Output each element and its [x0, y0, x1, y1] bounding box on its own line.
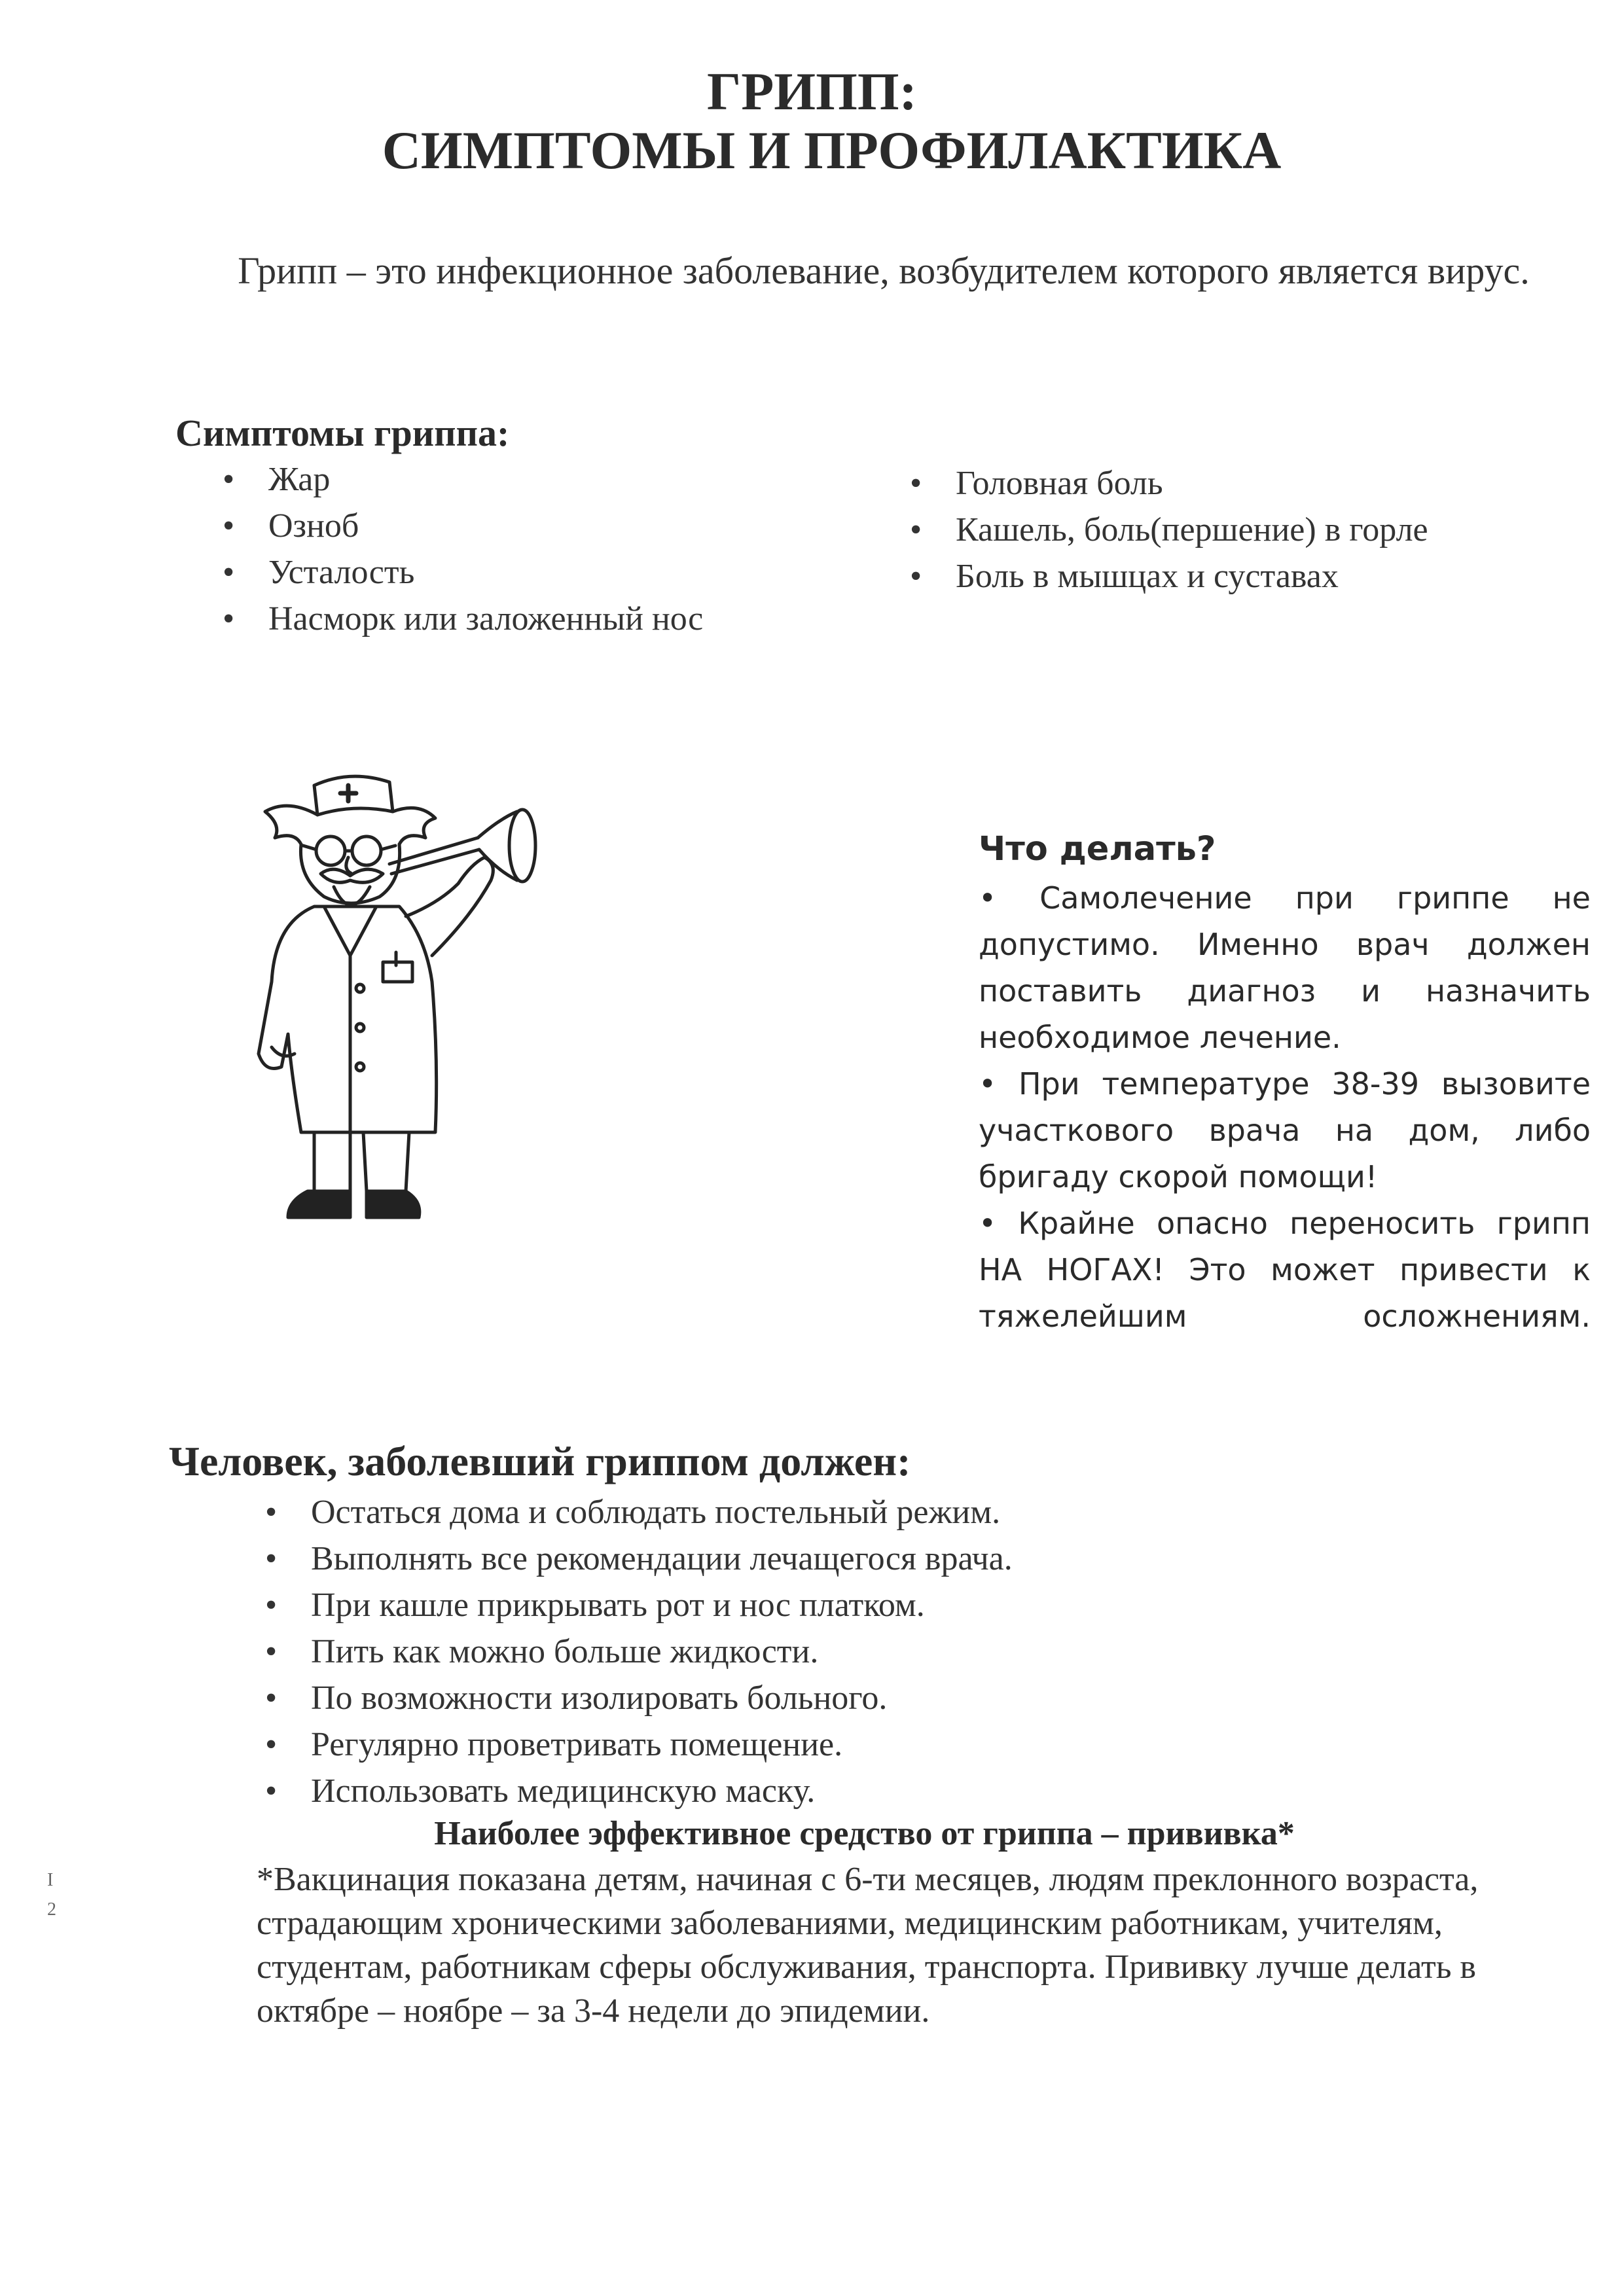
list-item: • Пить как можно больше жидкости.	[265, 1628, 1443, 1675]
vaccination-text: *Вакцинация показана детям, начиная с 6-ти месяцев, людям преклонного возраста, страдающим хроническими заболеваниями, медицинским работникам, учителям, студентам, работникам сферы обслуживания, транспорта. Прививку лучше делать в октябре – ноябре – за 3-4 недели до эпидемии.	[257, 1861, 1479, 2030]
vaccination-title: Наиболее эффективное средство от гриппа – прививка*	[434, 1815, 1295, 1852]
list-item: • Головная боль	[910, 460, 1447, 507]
list-item: • Регулярно проветривать помещение.	[265, 1721, 1443, 1768]
symptoms-heading: Симптомы гриппа:	[175, 412, 510, 454]
margin-mark: 2	[47, 1899, 56, 1920]
symptoms-list-right	[910, 460, 1447, 600]
margin-marks	[47, 1865, 56, 1924]
doctor-with-trumpet-icon	[209, 766, 576, 1250]
what-to-do-item: • Самолечение при гриппе не допустимо. Именно врач должен поставить диагноз и назначить необходимое лечение.	[979, 880, 1591, 1055]
title-line-1: ГРИПП:	[707, 62, 917, 121]
list-item: • Остаться дома и соблюдать постельный режим.	[265, 1489, 1443, 1535]
what-to-do-heading: Что делать?	[979, 830, 1216, 869]
list-item: • Выполнять все рекомендации лечащегося врача.	[265, 1535, 1443, 1582]
list-item: • При кашле прикрывать рот и нос платком.	[265, 1582, 1443, 1628]
intro-paragraph: Грипп – это инфекционное заболевание, возбудителем которого является вирус.	[238, 249, 1530, 292]
list-item: • Жар	[223, 456, 877, 503]
page-title	[0, 62, 1624, 180]
what-to-do-item: • При температуре 38-39 вызовите участкового врача на дом, либо бригаду скорой помощи!	[979, 1066, 1591, 1194]
list-item: • Боль в мышцах и суставах	[910, 553, 1447, 600]
sick-person-list	[265, 1489, 1443, 1814]
symptoms-list-left	[223, 456, 877, 642]
margin-mark: I	[47, 1870, 54, 1890]
list-item: • Усталость	[223, 549, 877, 596]
sick-person-heading: Человек, заболевший гриппом должен:	[169, 1438, 911, 1484]
list-item: • Насморк или заложенный нос	[223, 596, 877, 642]
title-line-2: СИМПТОМЫ И ПРОФИЛАКТИКА	[382, 120, 1282, 180]
what-to-do-section	[979, 826, 1591, 1340]
list-item: • Использовать медицинскую маску.	[265, 1768, 1443, 1814]
list-item: • Озноб	[223, 503, 877, 549]
what-to-do-item: • Крайне опасно переносить грипп НА НОГАХ! Это может привести к тяжелейшим осложнениям.	[979, 1206, 1591, 1334]
list-item: • Кашель, боль(першение) в горле	[910, 507, 1447, 553]
list-item: • По возможности изолировать больного.	[265, 1675, 1443, 1721]
doctor-illustration	[209, 766, 576, 1250]
